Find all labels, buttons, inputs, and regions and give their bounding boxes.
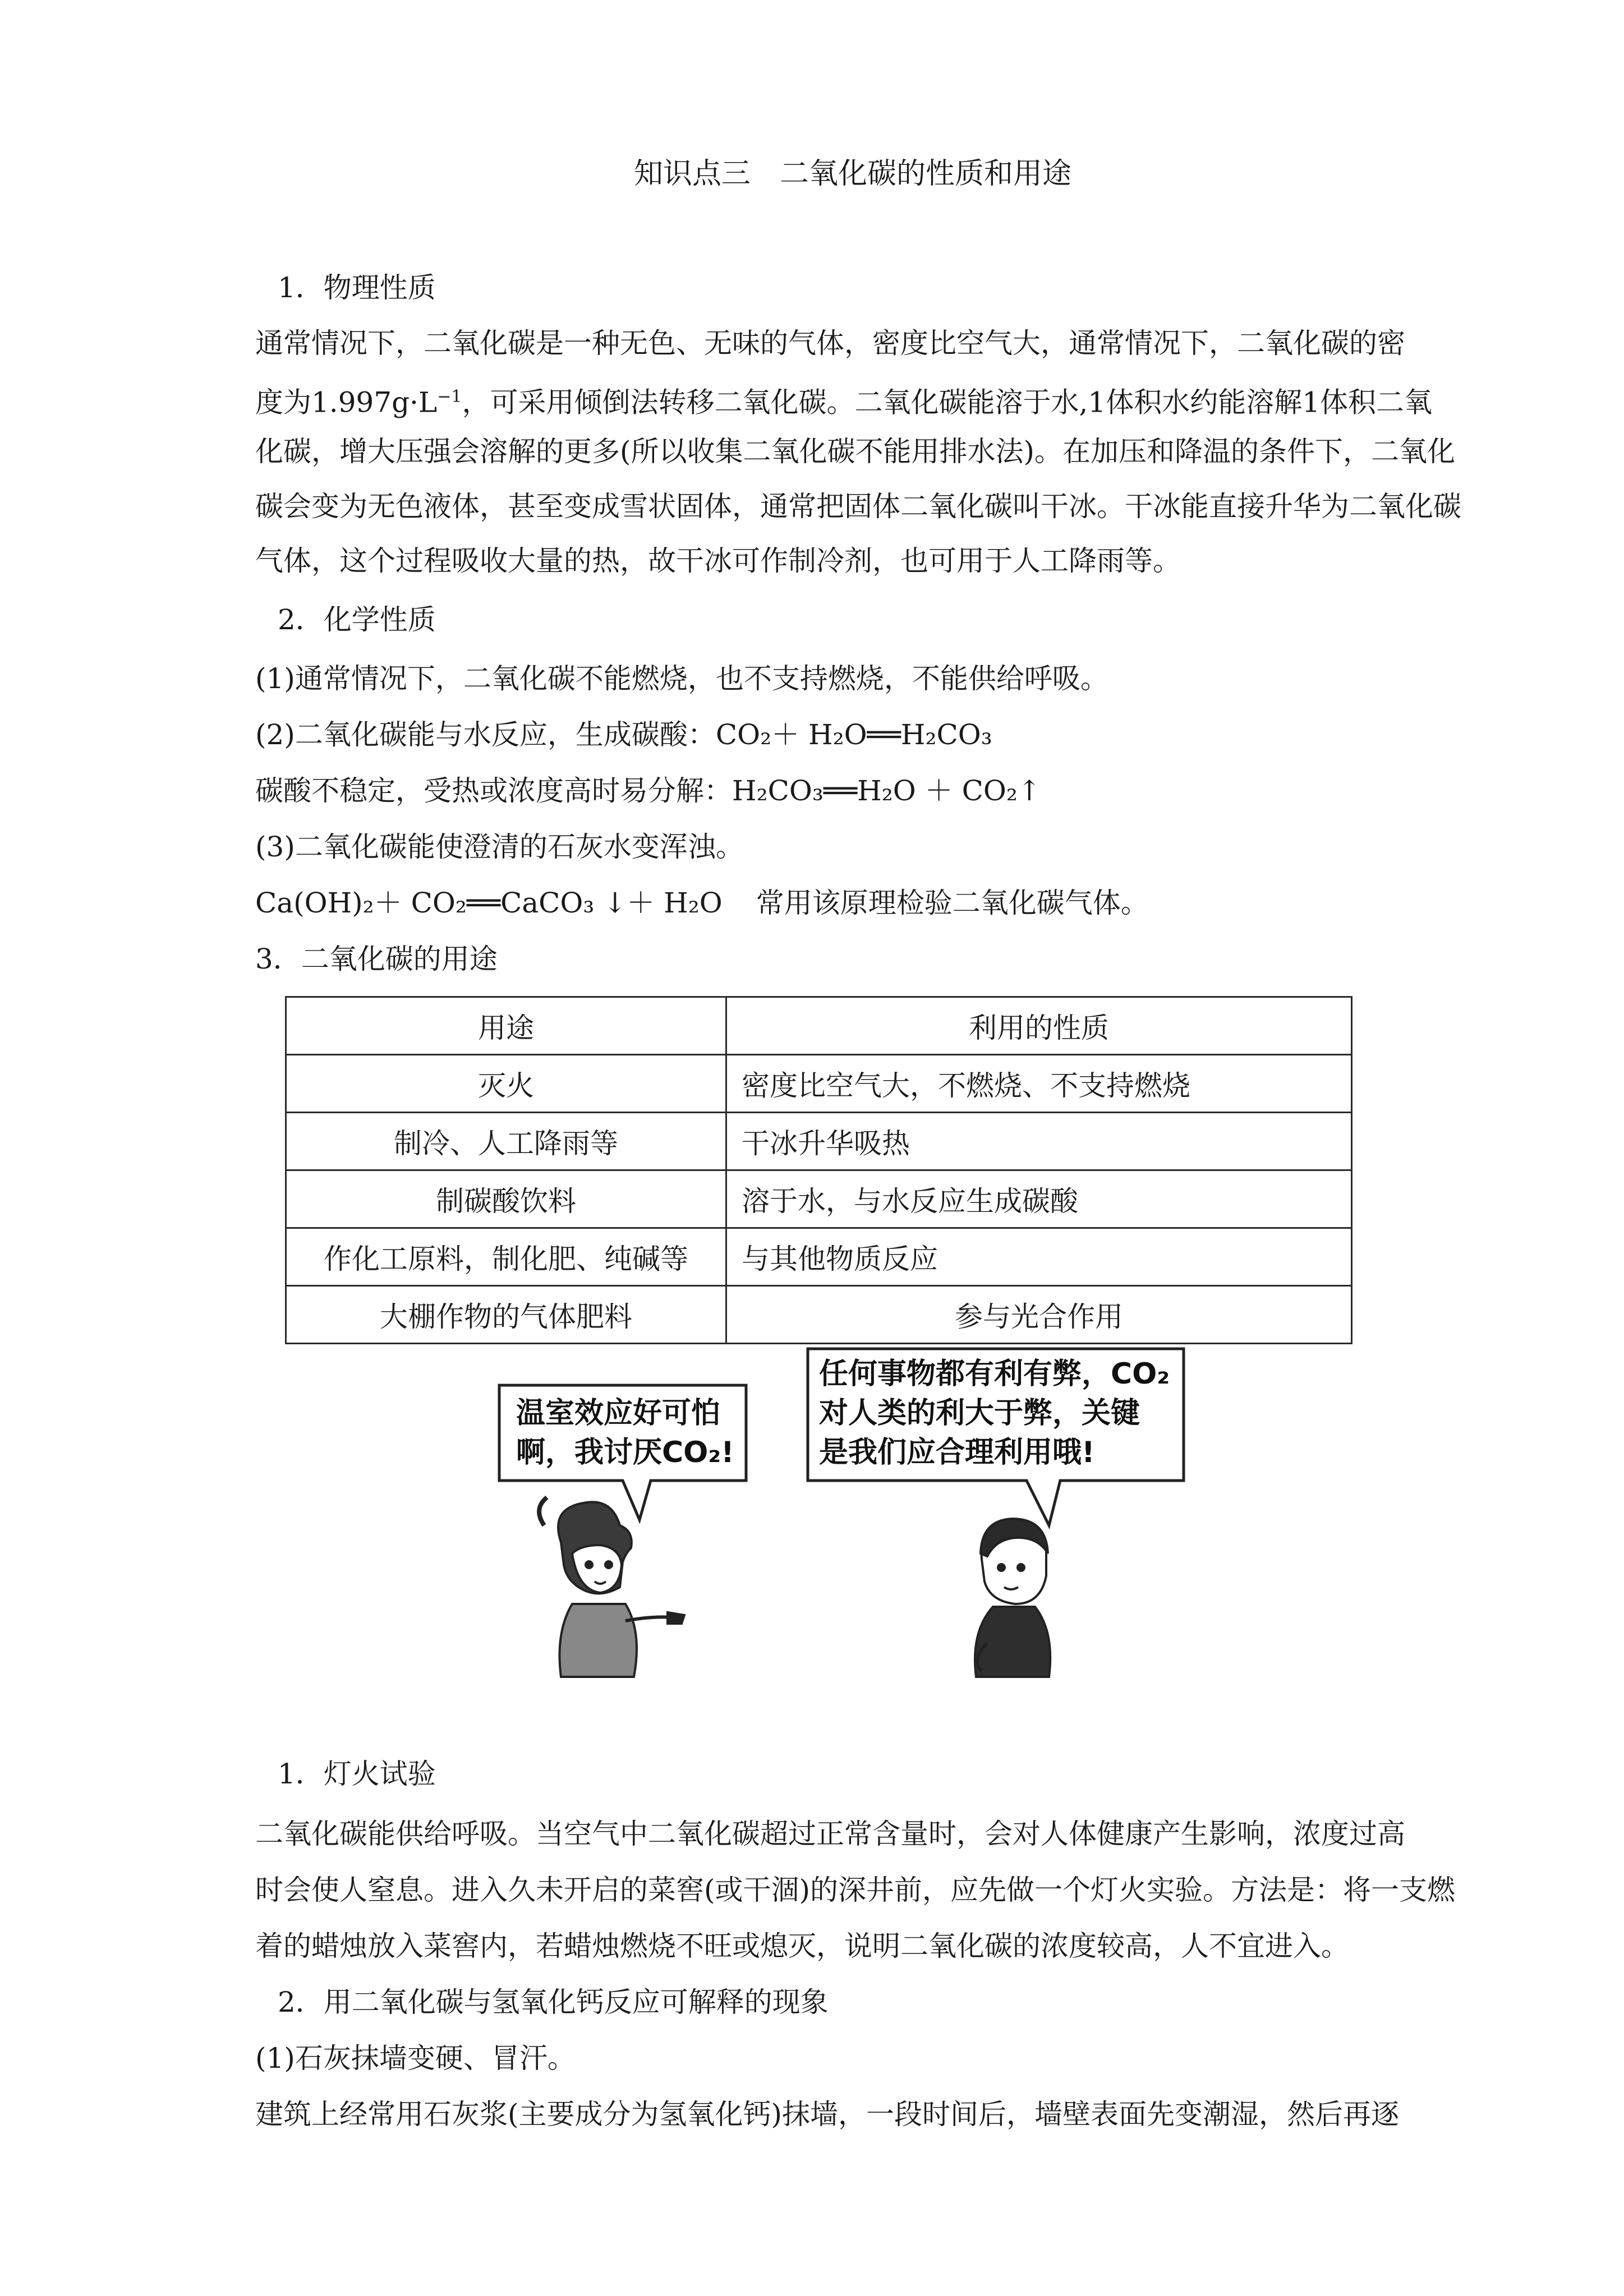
- boy-figure: [975, 1519, 1050, 1677]
- table-row: [286, 1170, 1352, 1228]
- decomposition-equation: H₂CO₃══H₂O ＋ CO₂↑: [732, 774, 1041, 807]
- table-cell-use: 制冷、人工降雨等: [286, 1113, 726, 1170]
- boy-speech-line: 任何事物都有利有弊，CO₂: [819, 1357, 1170, 1391]
- boy-speech-line: 对人类的利大于弊，关键: [819, 1396, 1140, 1430]
- boy-speech-line: 是我们应合理利用哦!: [819, 1436, 1095, 1469]
- paragraph-line: 气体，这个过程吸收大量的热，故干冰可作制冷剂，也可用于人工降雨等。: [255, 545, 1181, 577]
- paragraph-line: 建筑上经常用石灰浆(主要成分为氢氧化钙)抹墙，一段时间后，墙壁表面先变潮湿，然后再逐: [255, 2098, 1400, 2131]
- section-heading-uses: 3．二氧化碳的用途: [255, 943, 498, 975]
- section-heading-candle-test: 1．灯火试验: [278, 1758, 436, 1790]
- decomposition-text: 碳酸不稳定，受热或浓度高时易分解：: [255, 774, 732, 807]
- table-cell-property: 密度比空气大，不燃烧、不支持燃烧: [726, 1055, 1352, 1113]
- chem-item-3: (3)二氧化碳能使澄清的石灰水变浑浊。: [255, 831, 744, 863]
- table-header-row: [286, 997, 1352, 1055]
- uses-table: [285, 996, 1352, 1344]
- chem-item-2: [255, 718, 992, 751]
- paragraph-line: 碳会变为无色液体，甚至变成雪状固体，通常把固体二氧化碳叫干冰。干冰能直接升华为二氧化碳: [255, 490, 1461, 523]
- girl-speech-line: 温室效应好可怕: [516, 1396, 721, 1430]
- girl-speech-line: 啊，我讨厌CO₂!: [516, 1436, 734, 1469]
- table-cell-property: 参与光合作用: [726, 1286, 1352, 1344]
- table-cell-use: 作化工原料，制化肥、纯碱等: [286, 1228, 726, 1286]
- section-heading-chemical: 2．化学性质: [278, 603, 436, 636]
- limewater-equation: Ca(OH)₂＋ CO₂══CaCO₃ ↓＋ H₂O: [255, 887, 723, 919]
- column-header-use: 用途: [286, 997, 726, 1055]
- column-header-property: 利用的性质: [726, 997, 1352, 1055]
- table-cell-use: 制碳酸饮料: [286, 1170, 726, 1228]
- cartoon-illustration: [488, 1340, 1189, 1688]
- limewater-note: 常用该原理检验二氧化碳气体。: [756, 887, 1149, 919]
- density-text: 度为1.997g·L: [255, 386, 438, 419]
- table-cell-use: 大棚作物的气体肥料: [286, 1286, 726, 1344]
- chem-item-1: (1)通常情况下，二氧化碳不能燃烧，也不支持燃烧，不能供给呼吸。: [255, 662, 1108, 695]
- paragraph-line: 二氧化碳能供给呼吸。当空气中二氧化碳超过正常含量时，会对人体健康产生影响，浓度过高: [255, 1818, 1405, 1850]
- section-heading-phenomena: 2．用二氧化碳与氢氧化钙反应可解释的现象: [278, 1986, 829, 2018]
- table-cell-property: 干冰升华吸热: [726, 1113, 1352, 1170]
- density-exponent: −1: [437, 387, 462, 407]
- page-title: 知识点三 二氧化碳的性质和用途: [634, 157, 1072, 191]
- section-heading-physical: 1．物理性质: [278, 271, 436, 304]
- paragraph-line: 通常情况下，二氧化碳是一种无色、无味的气体，密度比空气大，通常情况下，二氧化碳的密: [255, 327, 1405, 359]
- table-row: [286, 1228, 1352, 1286]
- phenomenon-item-1: (1)石灰抹墙变硬、冒汗。: [255, 2042, 576, 2074]
- density-tail: ，可采用倾倒法转移二氧化碳。二氧化碳能溶于水,1体积水约能溶解1体积二氧: [462, 386, 1432, 419]
- table-cell-property: 与其他物质反应: [726, 1228, 1352, 1286]
- decomposition-line: [255, 774, 1041, 808]
- carbonic-acid-equation: CO₂＋ H₂O══H₂CO₃: [715, 718, 992, 751]
- table-row: [286, 1286, 1352, 1344]
- paragraph-line: 时会使人窒息。进入久未开启的菜窖(或干涸)的深井前，应先做一个灯火实验。方法是：将一支燃: [255, 1874, 1456, 1906]
- table-cell-use: 灭火: [286, 1055, 726, 1113]
- limewater-line: [255, 886, 1149, 920]
- table-row: [286, 1113, 1352, 1170]
- table-row: [286, 1055, 1352, 1113]
- girl-figure: [539, 1497, 684, 1677]
- paragraph-line: [255, 380, 1432, 419]
- table-cell-property: 溶于水，与水反应生成碳酸: [726, 1170, 1352, 1228]
- chem-item-2-text: (2)二氧化碳能与水反应，生成碳酸：: [255, 718, 716, 751]
- paragraph-line: 化碳，增大压强会溶解的更多(所以收集二氧化碳不能用排水法)。在加压和降温的条件下，二氧化: [255, 435, 1456, 468]
- paragraph-line: 着的蜡烛放入菜窖内，若蜡烛燃烧不旺或熄灭，说明二氧化碳的浓度较高，人不宜进入。: [255, 1930, 1349, 1962]
